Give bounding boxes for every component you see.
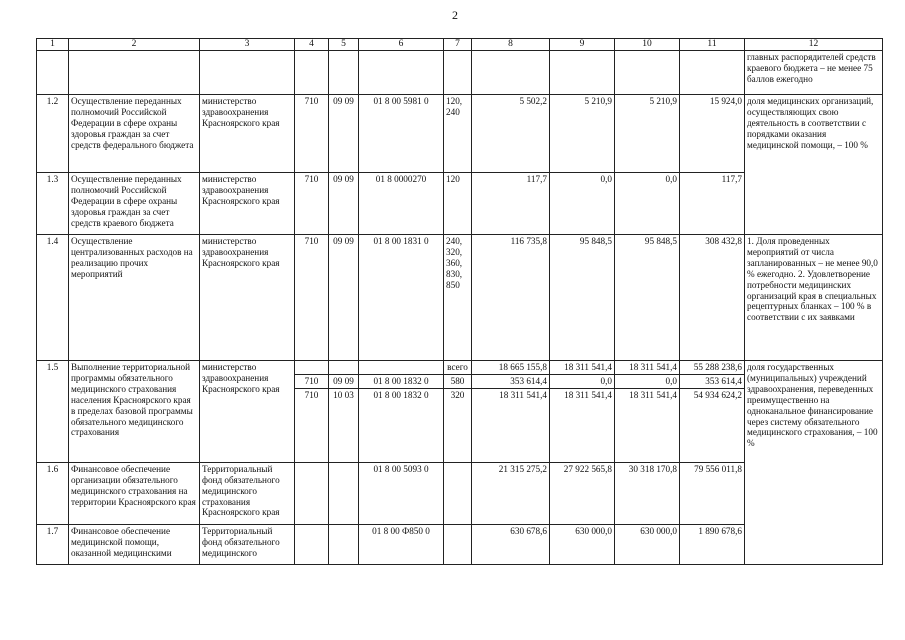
header-row: [37, 39, 883, 51]
row-number: 1.2: [37, 95, 69, 173]
rzpr-code: 09 09: [329, 173, 359, 235]
row-number: 1.6: [37, 462, 69, 524]
total-value: 308 432,8: [680, 235, 745, 361]
indicator-cell: 1. Доля проведенных мероприятий от числа запланированных – не менее 90,0 % ежегодно. 2. Удовлетворение потребности медицинских организаций края в специальных рецептурных бланках – 100 % в соответствии с их заявками: [745, 235, 883, 361]
grbs-code: 710: [295, 173, 329, 235]
year1-value: 116 735,8: [472, 235, 550, 361]
activity-name: Финансовое обеспечение медицинской помощи, оказанной медицинскими: [69, 524, 200, 564]
year3-value: 95 848,5: [615, 235, 680, 361]
vr-code: [444, 462, 472, 524]
year1-value: 353 614,4: [472, 375, 550, 389]
page-number: 2: [452, 8, 458, 22]
year3-value: 630 000,0: [615, 524, 680, 564]
year3-value: 0,0: [615, 375, 680, 389]
year2-value: 18 311 541,4: [550, 388, 615, 462]
year3-value: 30 318 170,8: [615, 462, 680, 524]
csr-code: 01 8 00 1831 0: [359, 235, 444, 361]
row-number: 1.5: [37, 361, 69, 463]
vr-code: 320: [444, 388, 472, 462]
year3-value: 0,0: [615, 173, 680, 235]
administrator: Территориальный фонд обязательного медицинского: [200, 524, 295, 564]
csr-code: 01 8 00 5981 0: [359, 95, 444, 173]
grbs-code: 710: [295, 375, 329, 389]
col-header: 12: [745, 39, 883, 51]
activity-name: Финансовое обеспечение организации обязательного медицинского страхования на территории Красноярского края: [69, 462, 200, 524]
csr-code: [359, 361, 444, 375]
year1-value: 630 678,6: [472, 524, 550, 564]
administrator: Территориальный фонд обязательного медицинского страхования Красноярского края: [200, 462, 295, 524]
rzpr-code: 09 09: [329, 375, 359, 389]
csr-code: 01 8 00 1832 0: [359, 375, 444, 389]
year1-value: 18 665 155,8: [472, 361, 550, 375]
col-header: 1: [37, 39, 69, 51]
rzpr-code: 09 09: [329, 235, 359, 361]
grbs-code: 710: [295, 95, 329, 173]
indicator-cell: доля государственных (муниципальных) учреждений здравоохранения, переведенных преимущественно на одноканальное финансирование через систему обязательного медицинского страхования, – 100 %: [745, 361, 883, 565]
activity-name: Осуществление переданных полномочий Российской Федерации в сфере охраны здоровья граждан за счет средств федерального бюджета: [69, 95, 200, 173]
year3-value: 5 210,9: [615, 95, 680, 173]
total-value: 1 890 678,6: [680, 524, 745, 564]
total-value: 117,7: [680, 173, 745, 235]
vr-code: всего: [444, 361, 472, 375]
year1-value: 18 311 541,4: [472, 388, 550, 462]
administrator: министерство здравоохранения Красноярского края: [200, 361, 295, 463]
table-row: [37, 95, 883, 173]
col-header: 2: [69, 39, 200, 51]
vr-code: 120, 240: [444, 95, 472, 173]
row-number: 1.3: [37, 173, 69, 235]
year2-value: 5 210,9: [550, 95, 615, 173]
grbs-code: 710: [295, 388, 329, 462]
table-row: [37, 51, 883, 95]
total-value: 353 614,4: [680, 375, 745, 389]
csr-code: 01 8 00 1832 0: [359, 388, 444, 462]
col-header: 5: [329, 39, 359, 51]
year2-value: 18 311 541,4: [550, 361, 615, 375]
col-header: 8: [472, 39, 550, 51]
administrator: министерство здравоохранения Красноярского края: [200, 235, 295, 361]
rzpr-code: [329, 524, 359, 564]
total-value: 55 288 238,6: [680, 361, 745, 375]
total-value: 54 934 624,2: [680, 388, 745, 462]
activity-name: Осуществление переданных полномочий Российской Федерации в сфере охраны здоровья граждан за счет средств краевого бюджета: [69, 173, 200, 235]
col-header: 3: [200, 39, 295, 51]
total-value: 79 556 011,8: [680, 462, 745, 524]
vr-code: 120: [444, 173, 472, 235]
year3-value: 18 311 541,4: [615, 361, 680, 375]
year2-value: 95 848,5: [550, 235, 615, 361]
row-number: 1.4: [37, 235, 69, 361]
rzpr-code: [329, 462, 359, 524]
program-activities-table: [36, 38, 883, 565]
grbs-code: [295, 462, 329, 524]
vr-code: 240, 320, 360, 830, 850: [444, 235, 472, 361]
activity-name: Осуществление централизованных расходов на реализацию прочих мероприятий: [69, 235, 200, 361]
year1-value: 21 315 275,2: [472, 462, 550, 524]
table-row: [37, 235, 883, 361]
col-header: 9: [550, 39, 615, 51]
row-number: 1.7: [37, 524, 69, 564]
indicator-cell: доля медицинских организаций, осуществляющих свою деятельность в соответствии с порядками оказания медицинской помощи, – 100 %: [745, 95, 883, 235]
activity-name: Выполнение территориальной программы обязательного медицинского страхования населения Красноярского края в пределах базовой программы обязательного медицинского страхования: [69, 361, 200, 463]
col-header: 11: [680, 39, 745, 51]
grbs-code: 710: [295, 235, 329, 361]
year1-value: 5 502,2: [472, 95, 550, 173]
year2-value: 0,0: [550, 173, 615, 235]
grbs-code: [295, 524, 329, 564]
year2-value: 630 000,0: [550, 524, 615, 564]
rzpr-code: 10 03: [329, 388, 359, 462]
administrator: министерство здравоохранения Красноярского края: [200, 173, 295, 235]
table-row: [37, 361, 883, 375]
year3-value: 18 311 541,4: [615, 388, 680, 462]
year1-value: 117,7: [472, 173, 550, 235]
year2-value: 27 922 565,8: [550, 462, 615, 524]
rzpr-code: 09 09: [329, 95, 359, 173]
csr-code: 01 8 00 5093 0: [359, 462, 444, 524]
vr-code: 580: [444, 375, 472, 389]
col-header: 6: [359, 39, 444, 51]
csr-code: 01 8 0000270: [359, 173, 444, 235]
grbs-code: [295, 361, 329, 375]
csr-code: 01 8 00 Ф850 0: [359, 524, 444, 564]
indicator-cell: главных распорядителей средств краевого бюджета – не менее 75 баллов ежегодно: [745, 51, 883, 95]
col-header: 4: [295, 39, 329, 51]
vr-code: [444, 524, 472, 564]
year2-value: 0,0: [550, 375, 615, 389]
rzpr-code: [329, 361, 359, 375]
total-value: 15 924,0: [680, 95, 745, 173]
col-header: 10: [615, 39, 680, 51]
administrator: министерство здравоохранения Красноярского края: [200, 95, 295, 173]
col-header: 7: [444, 39, 472, 51]
